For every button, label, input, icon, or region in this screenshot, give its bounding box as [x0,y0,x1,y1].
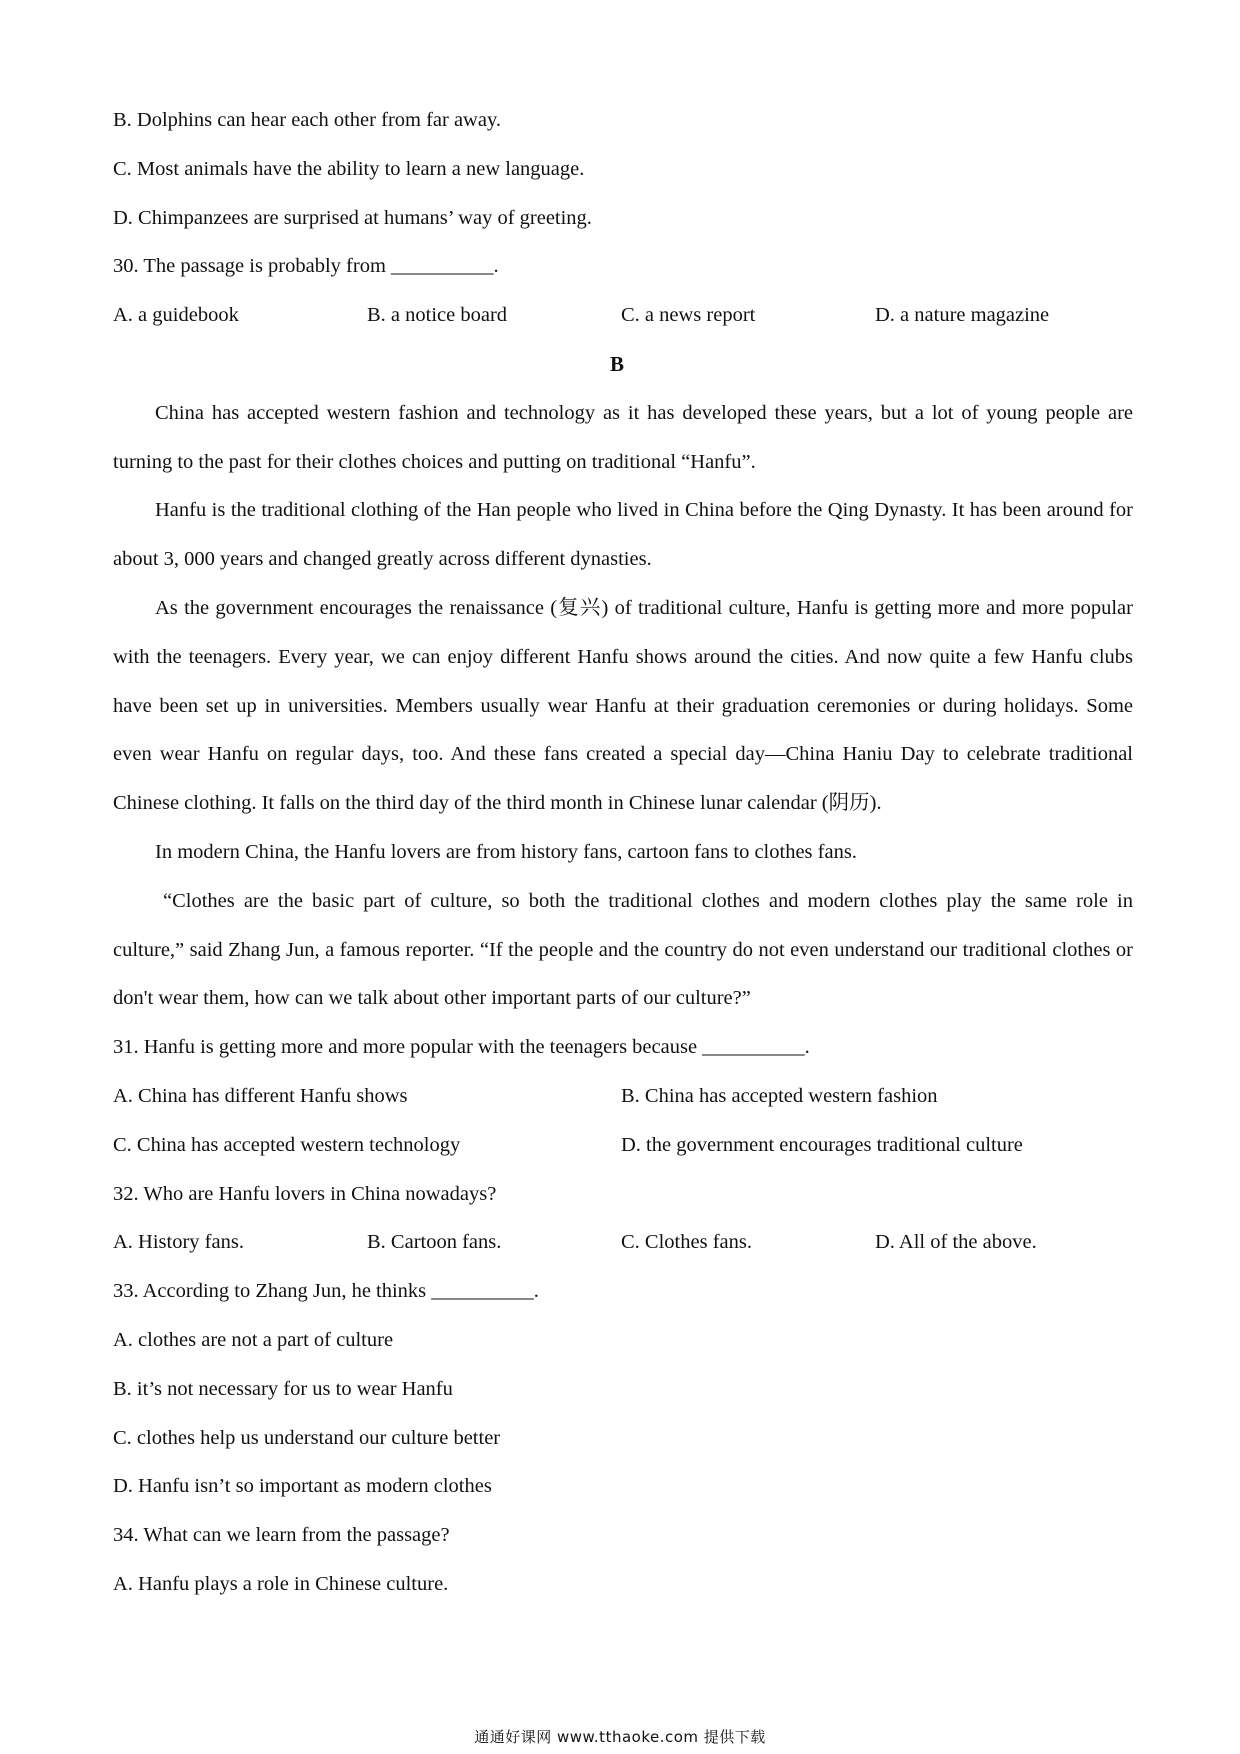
download-footer: 通通好课网 www.tthaoke.com 提供下载 [474,1728,766,1746]
q32-option-d: D. All of the above. [875,1231,1037,1254]
q33-option-c: C. clothes help us understand our culture better [113,1426,501,1449]
q29-option-b: B. Dolphins can hear each other from far away. [113,109,502,131]
q30-option-a: A. a guidebook [113,304,239,327]
q31-option-b: B. China has accepted western fashion [621,1084,938,1107]
q33-stem: 33. According to Zhang Jun, he thinks __________. [113,1280,539,1303]
q29-option-d: D. Chimpanzees are surprised at humans’ way of greeting. [113,206,592,229]
page-content [113,96,1133,1609]
q32-stem: 32. Who are Hanfu lovers in China nowadays? [113,1182,497,1205]
passage-paragraph-5: “Clothes are the basic part of culture, so both the traditional clothes and modern clothes play the same role in culture,” said Zhang Jun, a famous reporter. “If the people and the country do not even understand our traditional clothes or don't wear them, how can we talk about other important parts of our culture?” [113,889,1133,1010]
q33-option-d: D. Hanfu isn’t so important as modern clothes [113,1475,492,1498]
passage-paragraph-3: As the government encourages the renaissance (复兴) of traditional culture, Hanfu is getting more and more popular with the teenagers. Every year, we can enjoy different Hanfu shows around the cities. And now quite a few Hanfu clubs have been set up in universities. Members usually wear Hanfu at their graduation ceremonies or during holidays. Some even wear Hanfu on regular days, too. And these fans created a special day—China Haniu Day to celebrate traditional Chinese clothing. It falls on the third day of the third month in Chinese lunar calendar (阴历). [113,596,1133,815]
q32-option-a: A. History fans. [113,1231,244,1254]
q34-option-a: A. Hanfu plays a role in Chinese culture. [113,1572,449,1595]
q30-options [113,291,1133,340]
q30-option-d: D. a nature magazine [875,304,1050,327]
q34-stem: 34. What can we learn from the passage? [113,1524,450,1547]
q30-stem: 30. The passage is probably from __________. [113,255,499,278]
q31-option-a: A. China has different Hanfu shows [113,1084,408,1107]
passage-paragraph-4: In modern China, the Hanfu lovers are from history fans, cartoon fans to clothes fans. [155,840,857,863]
q31-option-c: C. China has accepted western technology [113,1133,461,1156]
q31-option-d: D. the government encourages traditional culture [621,1133,1023,1156]
q31-options-row-2 [113,1121,1133,1170]
q29-option-c: C. Most animals have the ability to learn a new language. [113,157,585,180]
passage-paragraph-1: China has accepted western fashion and technology as it has developed these years, but a lot of young people are turning to the past for their clothes choices and putting on traditional “Hanfu”. [113,401,1133,473]
q31-stem: 31. Hanfu is getting more and more popular with the teenagers because __________. [113,1036,810,1059]
q30-option-c: C. a news report [621,304,756,327]
q32-option-b: B. Cartoon fans. [367,1231,502,1254]
q33-option-a: A. clothes are not a part of culture [113,1328,394,1351]
q30-option-b: B. a notice board [367,304,508,327]
q32-options [113,1218,1133,1267]
section-b-title: B [609,351,624,376]
q32-option-c: C. Clothes fans. [621,1231,752,1254]
passage-paragraph-2: Hanfu is the traditional clothing of the Han people who lived in China before the Qing Dynasty. It has been around for about 3, 000 years and changed greatly across different dynasties. [113,499,1133,571]
q31-options-row-1 [113,1072,1133,1121]
q33-option-b: B. it’s not necessary for us to wear Hanfu [113,1377,453,1400]
